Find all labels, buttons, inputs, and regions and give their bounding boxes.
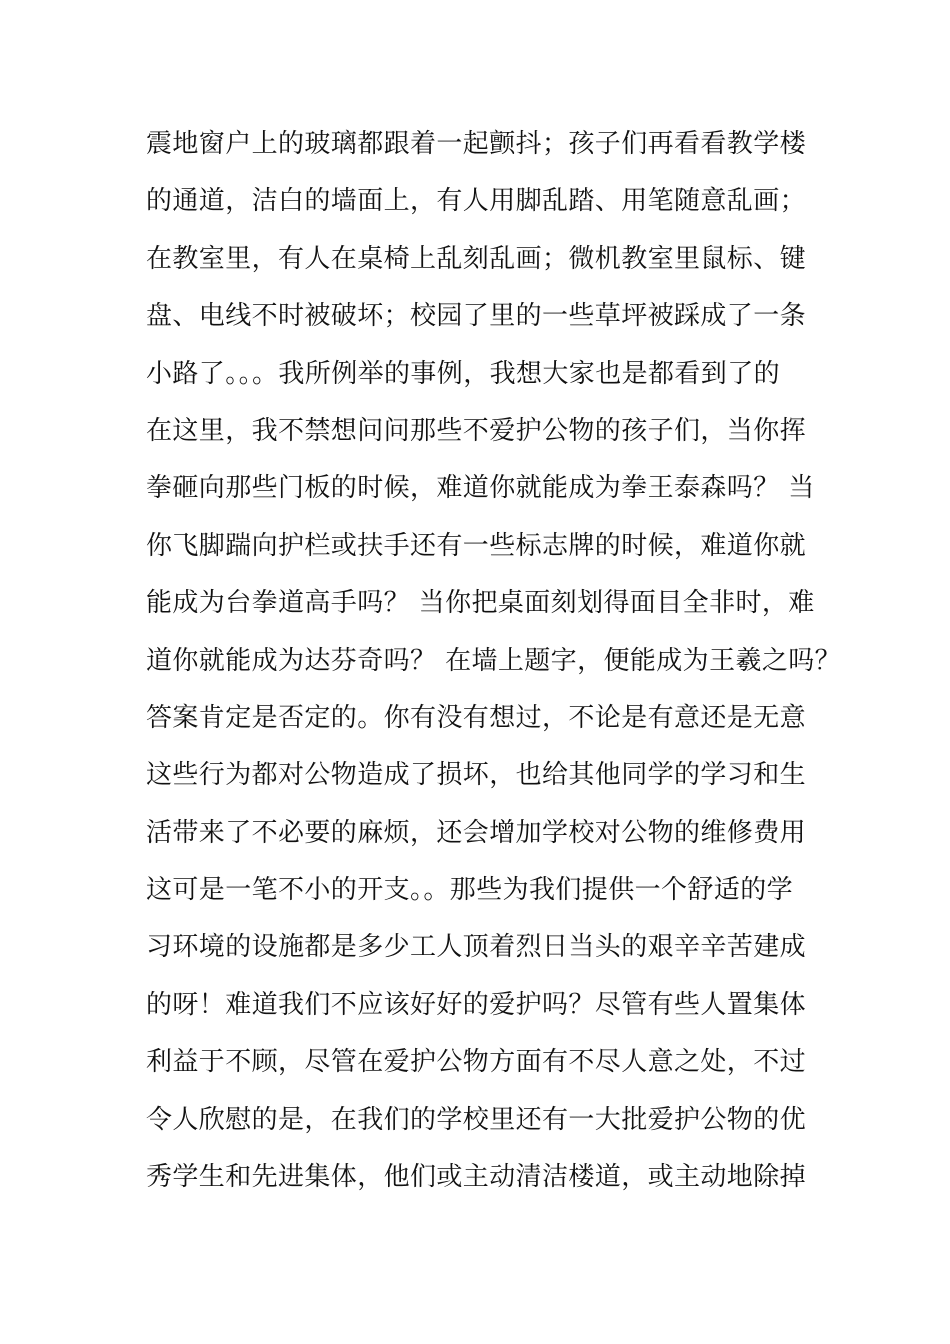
text-line: 在这里，我不禁想问问那些不爱护公物的孩子们，当你挥 xyxy=(146,415,807,446)
text-line: 这些行为都对公物造成了损坏，也给其他同学的学习和生 xyxy=(146,760,807,791)
body-text xyxy=(146,120,846,1210)
text-line: 盘、电线不时被破坏；校园了里的一些草坪被踩成了一条 xyxy=(146,301,807,332)
text-line: 小路了。。。我所例举的事例，我想大家也是都看到了的 xyxy=(146,358,781,389)
text-line: 利益于不顾，尽管在爱护公物方面有不尽人意之处，不过 xyxy=(146,1047,807,1078)
text-line: 秀学生和先进集体，他们或主动清洁楼道，或主动地除掉 xyxy=(146,1162,807,1193)
text-line: 这可是一笔不小的开支。。那些为我们提供一个舒适的学 xyxy=(146,875,794,906)
text-line: 你飞脚踹向护栏或扶手还有一些标志牌的时候，难道你就 xyxy=(146,530,807,561)
text-line: 的通道，洁白的墙面上，有人用脚乱踏、用笔随意乱画； xyxy=(146,186,807,217)
text-line: 习环境的设施都是多少工人顶着烈日当头的艰辛辛苦建成 xyxy=(146,932,807,963)
text-line: 活带来了不必要的麻烦，还会增加学校对公物的维修费用 xyxy=(146,817,807,848)
text-line: 能成为台拳道高手吗？ 当你把桌面刻划得面目全非时，难 xyxy=(146,588,815,619)
text-line: 令人欣慰的是，在我们的学校里还有一大批爱护公物的优 xyxy=(146,1104,807,1135)
text-line: 震地窗户上的玻璃都跟着一起颤抖；孩子们再看看教学楼 xyxy=(146,129,807,159)
text-line: 的呀！难道我们不应该好好的爱护吗？尽管有些人置集体 xyxy=(146,989,807,1020)
text-line: 答案肯定是否定的。你有没有想过，不论是有意还是无意 xyxy=(146,702,807,733)
text-line: 在教室里，有人在桌椅上乱刻乱画；微机教室里鼠标、键 xyxy=(146,243,807,274)
text-line: 道你就能成为达芬奇吗？ 在墙上题字，便能成为王羲之吗？ xyxy=(146,645,842,676)
text-line: 拳砸向那些门板的时候，难道你就能成为拳王泰森吗？ 当 xyxy=(146,473,815,504)
